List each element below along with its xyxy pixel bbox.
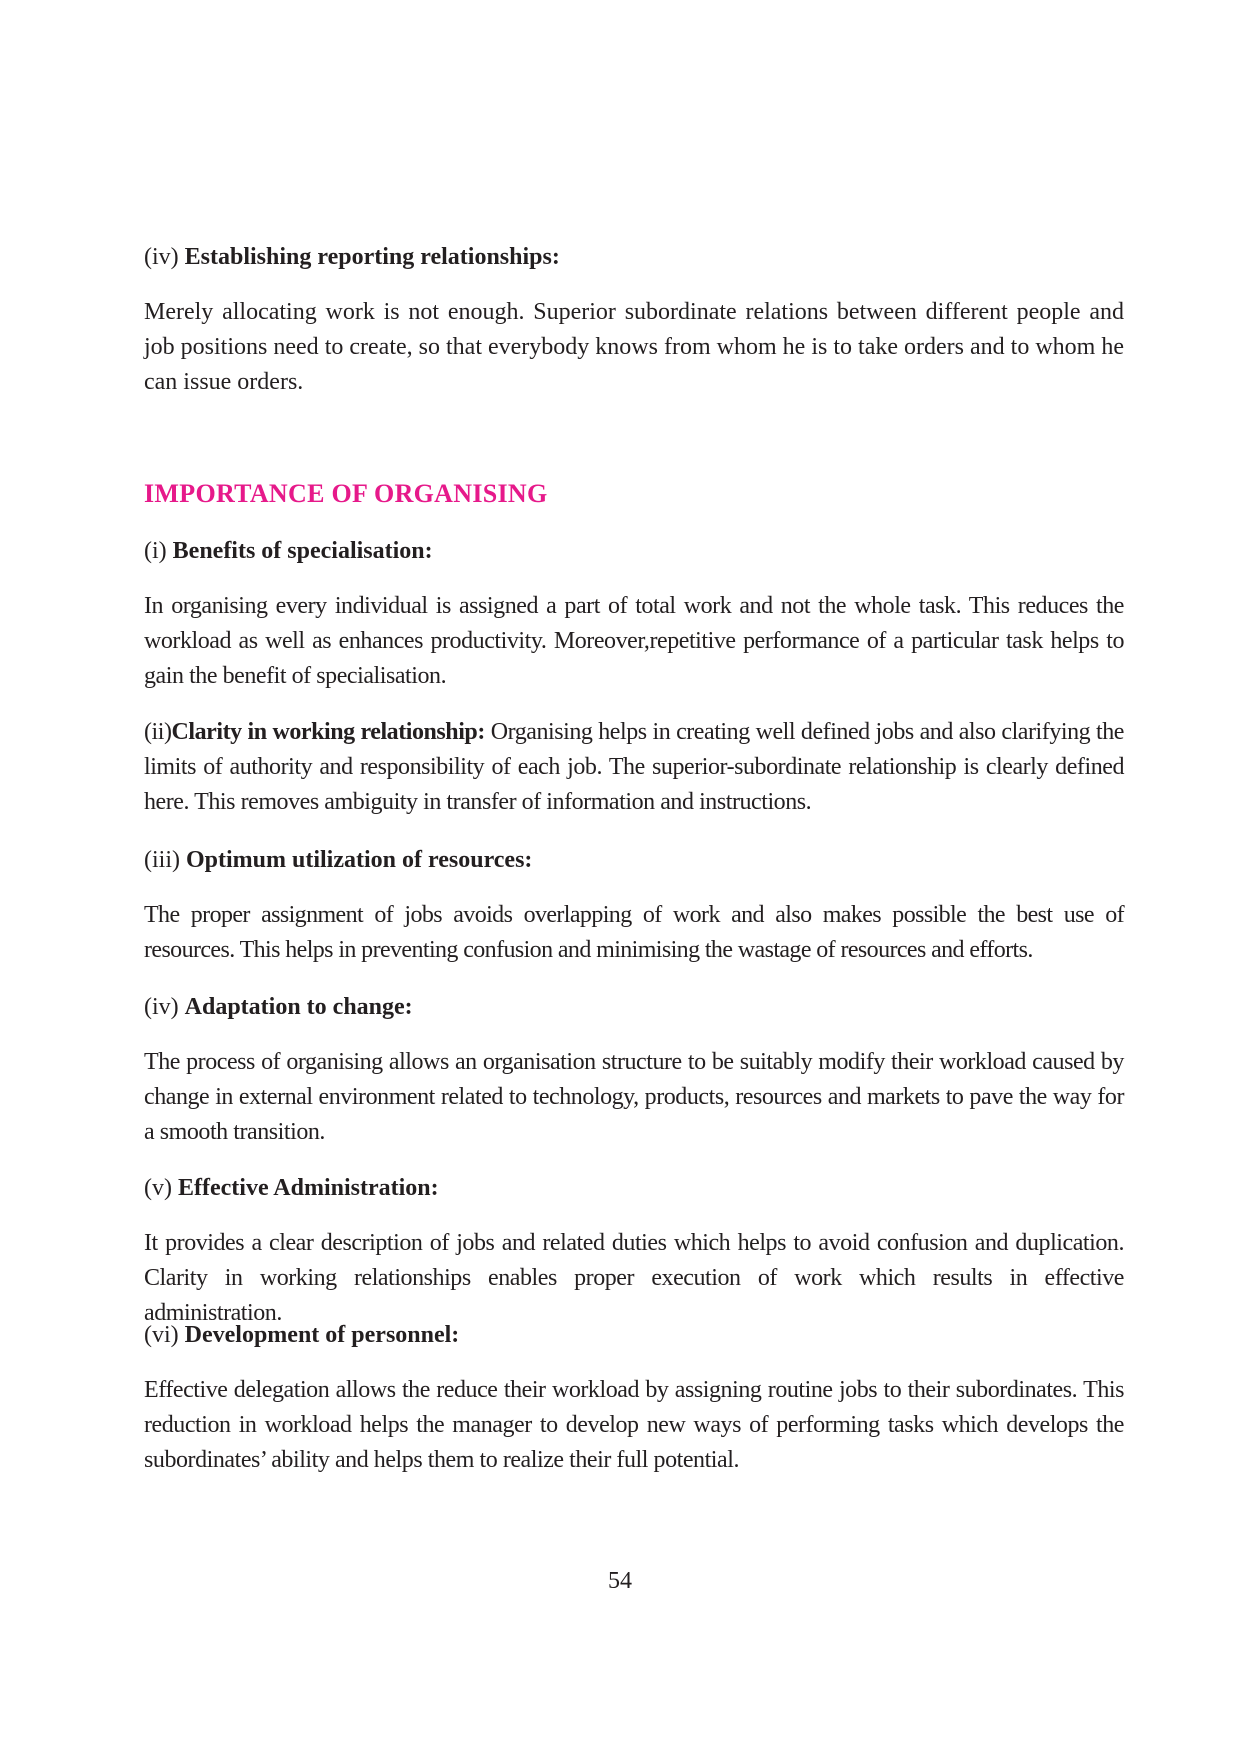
page-number: 54 — [608, 1568, 632, 1594]
paragraph-effective-administration: It provides a clear description of jobs and related duties which helps to avoid confusion and duplication. Clarity in working relationships enables proper execution of work which results in effective administration. — [144, 1230, 1124, 1326]
item-number: (iv) — [144, 244, 179, 270]
item-number: (ii) — [144, 719, 172, 745]
item-number: (iii) — [144, 847, 180, 873]
item-number: (vi) — [144, 1322, 179, 1348]
section-title: IMPORTANCE OF ORGANISING — [144, 479, 548, 508]
subheading-adaptation-to-change — [144, 992, 1124, 1022]
item-heading: Effective Administration: — [177, 1175, 439, 1201]
item-number: (i) — [144, 538, 167, 564]
paragraph-benefits-of-specialisation: In organising every individual is assigned a part of total work and not the whole task. This reduces the workload as well as enhances productivity. Moreover,repetitive performance of a particular task helps to gain the benefit of specialisation. — [144, 593, 1124, 689]
item-number: (iv) — [144, 994, 179, 1020]
paragraph-reporting-relationships: Merely allocating work is not enough. Superior subordinate relations between different people and job positions need to create, so that everybody knows from whom he is to take orders and to whom he can issue orders. — [144, 299, 1124, 395]
item-heading: Adaptation to change: — [184, 994, 413, 1020]
item-heading: Establishing reporting relationships: — [184, 244, 560, 270]
subheading-reporting-relationships — [144, 242, 1124, 272]
paragraph-adaptation-to-change: The process of organising allows an organisation structure to be suitably modify their workload caused by change in external environment related to technology, products, resources and markets to pave the way for a smooth transition. — [144, 1049, 1124, 1145]
item-heading: Optimum utilization of resources: — [186, 847, 533, 873]
item-heading: Benefits of specialisation: — [172, 538, 433, 564]
subheading-optimum-utilization — [144, 845, 1124, 875]
paragraph-development-of-personnel: Effective delegation allows the reduce their workload by assigning routine jobs to their subordinates. This reduction in workload helps the manager to develop new ways of performing tasks which develops the subordinates’ ability and helps them to realize their full potential. — [144, 1377, 1124, 1473]
subheading-effective-administration — [144, 1173, 1124, 1203]
paragraph-optimum-utilization: The proper assignment of jobs avoids overlapping of work and also makes possible the best use of resources. This helps in preventing confusion and minimising the wastage of resources and efforts. — [144, 902, 1124, 963]
item-heading: Development of personnel: — [184, 1322, 460, 1348]
subheading-development-of-personnel — [144, 1320, 1124, 1350]
paragraph-clarity-in-working-relationship — [144, 715, 1124, 820]
item-body: Organising helps in creating well defined jobs and also clarifying the limits of authority and responsibility of each job. The superior-subordinate relationship is clearly defined here. This removes ambiguity in transfer of information and instructions. — [144, 719, 1124, 815]
subheading-benefits-of-specialisation — [144, 536, 1124, 566]
item-number: (v) — [144, 1175, 172, 1201]
item-heading: Clarity in working relationship: — [171, 719, 485, 745]
